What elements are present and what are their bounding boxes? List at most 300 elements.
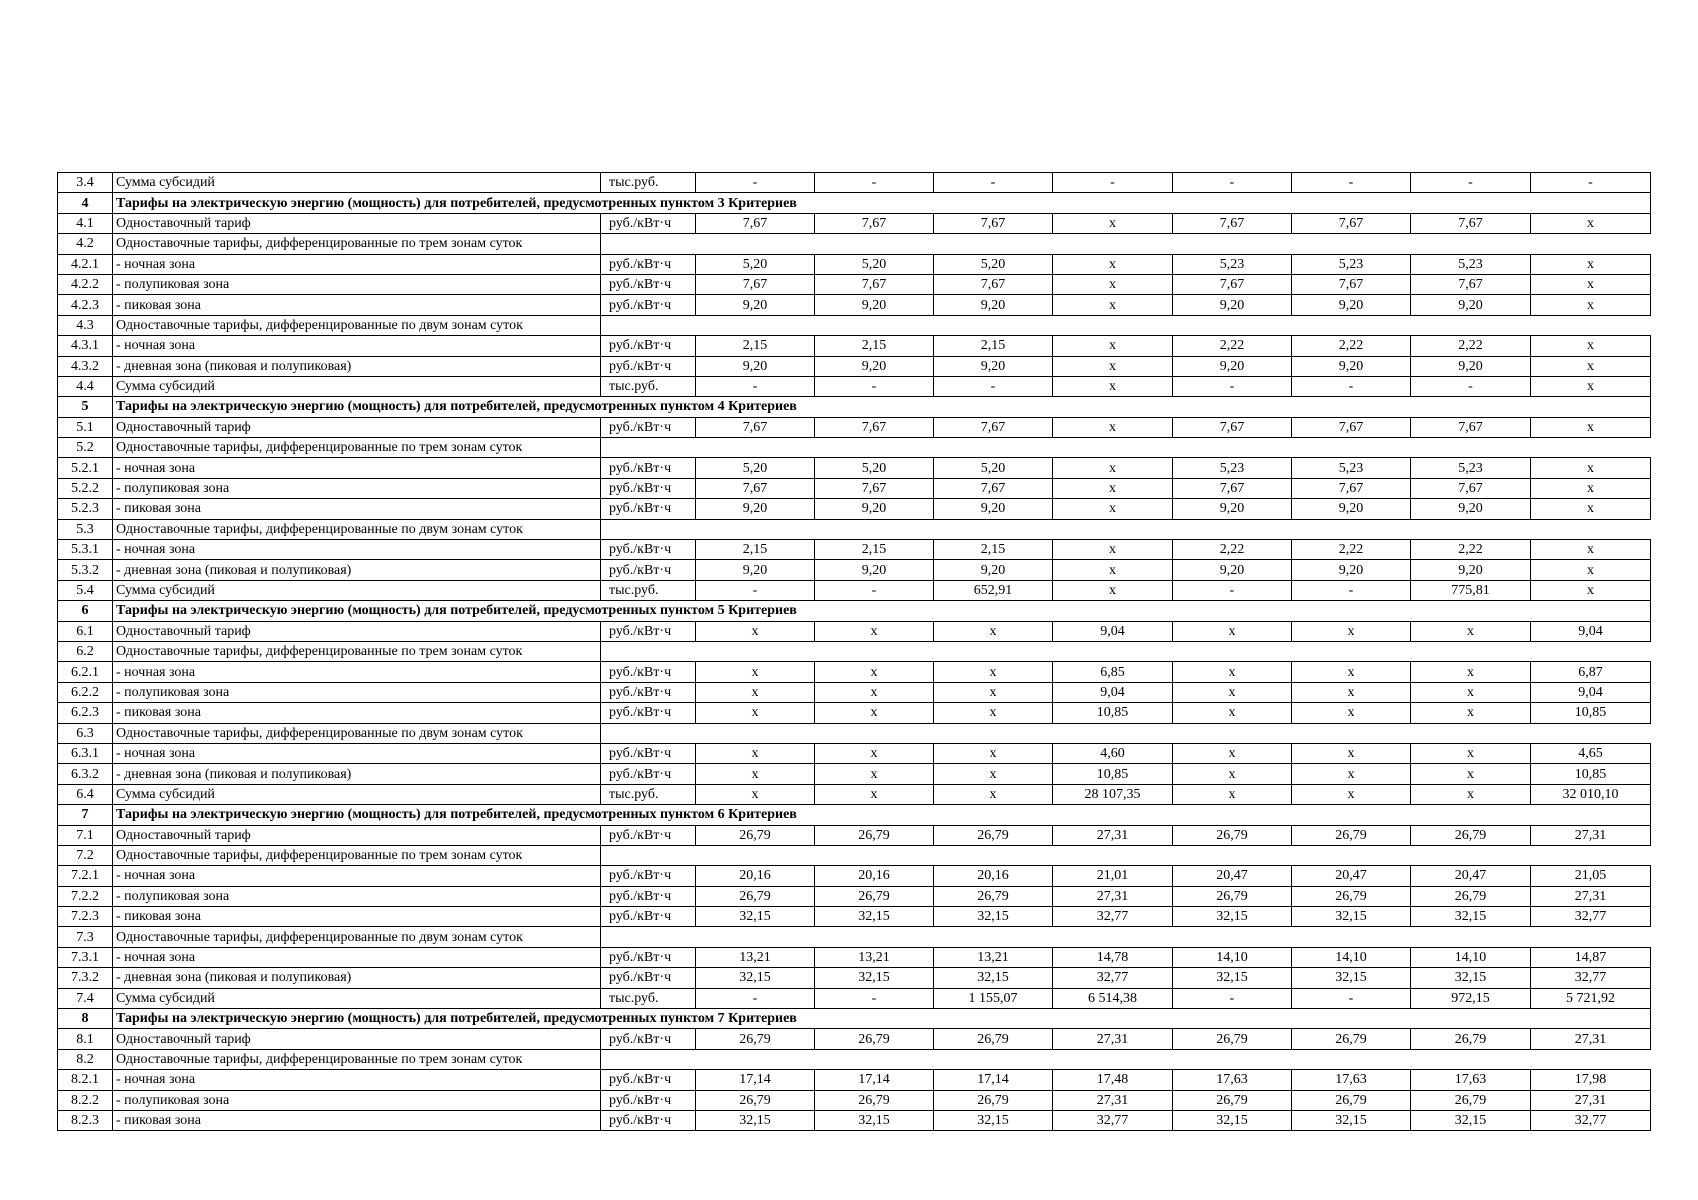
value-cell: х [1531, 213, 1651, 233]
value-cell: - [1292, 580, 1411, 600]
table-row [58, 376, 1651, 396]
value-cell: 9,20 [1411, 295, 1531, 315]
row-unit: руб./кВт·ч [601, 662, 696, 682]
value-cell: 32,15 [1411, 907, 1531, 927]
value-cell: 26,79 [815, 886, 934, 906]
row-name: Сумма субсидий [113, 376, 601, 396]
value-cell: х [815, 743, 934, 763]
row-number: 4.2.3 [58, 295, 113, 315]
value-cell: 26,79 [696, 825, 815, 845]
row-unit: руб./кВт·ч [601, 1090, 696, 1110]
table-row [58, 580, 1651, 600]
value-cell: 2,15 [696, 336, 815, 356]
value-cell: 7,67 [1292, 478, 1411, 498]
value-cell: х [1053, 356, 1173, 376]
section-row [58, 805, 1651, 825]
row-number: 7.3.2 [58, 968, 113, 988]
table-row [58, 784, 1651, 804]
value-cell: х [1292, 703, 1411, 723]
value-cell: 26,79 [934, 1029, 1053, 1049]
value-cell: 14,78 [1053, 947, 1173, 967]
row-number: 5.4 [58, 580, 113, 600]
row-unit: тыс.руб. [601, 376, 696, 396]
value-cell: х [815, 703, 934, 723]
value-cell: 27,31 [1531, 1090, 1651, 1110]
value-cell: х [934, 703, 1053, 723]
value-cell: 27,31 [1531, 825, 1651, 845]
value-cell: х [1531, 254, 1651, 274]
value-cell: х [934, 682, 1053, 702]
value-cell: х [1292, 621, 1411, 641]
value-cell: - [1411, 376, 1531, 396]
value-cell: - [696, 988, 815, 1008]
value-cell: х [1292, 662, 1411, 682]
value-cell: 5,20 [696, 254, 815, 274]
row-number: 6.2 [58, 641, 113, 661]
value-cell: 9,20 [1173, 560, 1292, 580]
value-cell: х [696, 743, 815, 763]
table-row [58, 274, 1651, 294]
row-number: 4.4 [58, 376, 113, 396]
value-cell: 17,98 [1531, 1070, 1651, 1090]
value-cell: 775,81 [1411, 580, 1531, 600]
value-cell: х [934, 743, 1053, 763]
value-cell: х [1173, 743, 1292, 763]
value-cell: х [1053, 499, 1173, 519]
section-title: Тарифы на электрическую энергию (мощность) для потребителей, предусмотренных пунктом 7 Критериев [113, 1009, 1651, 1029]
value-cell: х [815, 784, 934, 804]
row-name: - дневная зона (пиковая и полупиковая) [113, 356, 601, 376]
value-cell: 26,79 [1173, 1090, 1292, 1110]
row-number: 5.3.1 [58, 540, 113, 560]
value-cell: х [1531, 499, 1651, 519]
value-cell: 9,20 [1173, 499, 1292, 519]
value-cell: 7,67 [1411, 417, 1531, 437]
value-cell: х [1531, 417, 1651, 437]
value-cell: 32,15 [1173, 968, 1292, 988]
value-cell: 28 107,35 [1053, 784, 1173, 804]
value-cell: 10,85 [1053, 703, 1173, 723]
value-cell: х [696, 703, 815, 723]
value-cell: 6 514,38 [1053, 988, 1173, 1008]
value-cell: 6,85 [1053, 662, 1173, 682]
value-cell: х [1292, 682, 1411, 702]
value-cell: 5,20 [815, 458, 934, 478]
row-unit: руб./кВт·ч [601, 1110, 696, 1130]
value-cell: х [1411, 703, 1531, 723]
empty-cell [601, 315, 1053, 335]
value-cell: 2,15 [815, 336, 934, 356]
value-cell: х [934, 764, 1053, 784]
value-cell: 27,31 [1053, 886, 1173, 906]
row-name: - ночная зона [113, 1070, 601, 1090]
row-unit: руб./кВт·ч [601, 743, 696, 763]
value-cell: 9,04 [1531, 621, 1651, 641]
value-cell: х [1173, 784, 1292, 804]
value-cell: 9,20 [1173, 356, 1292, 376]
row-unit: руб./кВт·ч [601, 947, 696, 967]
row-number: 4.3 [58, 315, 113, 335]
table-row [58, 417, 1651, 437]
value-cell: - [815, 580, 934, 600]
empty-cell [1053, 234, 1651, 254]
value-cell: 26,79 [934, 825, 1053, 845]
row-name: - полупиковая зона [113, 274, 601, 294]
value-cell: х [1053, 540, 1173, 560]
value-cell: 13,21 [696, 947, 815, 967]
value-cell: 7,67 [1292, 417, 1411, 437]
empty-cell [601, 1049, 1053, 1069]
section-title: Тарифы на электрическую энергию (мощность) для потребителей, предусмотренных пунктом 3 Критериев [113, 193, 1651, 213]
value-cell: 17,48 [1053, 1070, 1173, 1090]
value-cell: х [1292, 784, 1411, 804]
row-unit: руб./кВт·ч [601, 1070, 696, 1090]
row-number: 4.2 [58, 234, 113, 254]
table-row [58, 764, 1651, 784]
value-cell: 26,79 [815, 1090, 934, 1110]
table-row [58, 621, 1651, 641]
value-cell: 32,15 [815, 907, 934, 927]
value-cell: х [1531, 580, 1651, 600]
value-cell: 9,20 [934, 295, 1053, 315]
empty-cell [1053, 519, 1651, 539]
value-cell: 32,15 [696, 1110, 815, 1130]
row-number: 6.1 [58, 621, 113, 641]
row-name: - ночная зона [113, 743, 601, 763]
value-cell: 26,79 [1411, 1029, 1531, 1049]
value-cell: 2,22 [1173, 336, 1292, 356]
row-name: - полупиковая зона [113, 682, 601, 702]
subgroup-row [58, 315, 1651, 335]
row-number: 7 [58, 805, 113, 825]
table-row [58, 560, 1651, 580]
empty-cell [601, 519, 1053, 539]
value-cell: 9,20 [1292, 295, 1411, 315]
value-cell: х [1053, 376, 1173, 396]
row-number: 7.2.1 [58, 866, 113, 886]
section-row [58, 397, 1651, 417]
value-cell: 9,20 [696, 295, 815, 315]
value-cell: х [1411, 764, 1531, 784]
value-cell: 26,79 [1173, 825, 1292, 845]
value-cell: 26,79 [1292, 886, 1411, 906]
table-row [58, 356, 1651, 376]
row-name: - ночная зона [113, 947, 601, 967]
row-number: 6.2.1 [58, 662, 113, 682]
value-cell: 32,15 [815, 968, 934, 988]
value-cell: х [1292, 743, 1411, 763]
subgroup-row [58, 641, 1651, 661]
value-cell: 9,20 [1411, 560, 1531, 580]
value-cell: х [1053, 478, 1173, 498]
row-number: 6.3 [58, 723, 113, 743]
empty-cell [601, 234, 1053, 254]
value-cell: х [1411, 743, 1531, 763]
row-number: 6.3.2 [58, 764, 113, 784]
value-cell: х [696, 662, 815, 682]
value-cell: 9,20 [1292, 356, 1411, 376]
value-cell: 7,67 [696, 478, 815, 498]
value-cell: 9,20 [1411, 499, 1531, 519]
table-row [58, 499, 1651, 519]
table-row [58, 825, 1651, 845]
row-name: Одноставочные тарифы, дифференцированные по трем зонам суток [113, 845, 601, 865]
value-cell: 14,10 [1411, 947, 1531, 967]
row-unit: руб./кВт·ч [601, 417, 696, 437]
table-row [58, 886, 1651, 906]
value-cell: 32,15 [1292, 1110, 1411, 1130]
row-number: 4.3.1 [58, 336, 113, 356]
row-number: 5.3.2 [58, 560, 113, 580]
row-number: 5 [58, 397, 113, 417]
row-number: 4.3.2 [58, 356, 113, 376]
value-cell: 9,20 [696, 560, 815, 580]
row-number: 7.1 [58, 825, 113, 845]
value-cell: 32,77 [1531, 907, 1651, 927]
tariff-table [57, 172, 1651, 1131]
row-number: 6.4 [58, 784, 113, 804]
value-cell: - [1292, 988, 1411, 1008]
value-cell: 2,22 [1411, 336, 1531, 356]
row-name: Одноставочные тарифы, дифференцированные по двум зонам суток [113, 519, 601, 539]
value-cell: - [1292, 376, 1411, 396]
section-row [58, 193, 1651, 213]
value-cell: 7,67 [815, 213, 934, 233]
value-cell: 26,79 [934, 1090, 1053, 1110]
value-cell: - [1173, 580, 1292, 600]
value-cell: х [1053, 336, 1173, 356]
section-title: Тарифы на электрическую энергию (мощность) для потребителей, предусмотренных пунктом 5 Критериев [113, 601, 1651, 621]
row-name: - дневная зона (пиковая и полупиковая) [113, 764, 601, 784]
empty-cell [601, 641, 1053, 661]
value-cell: 32,15 [1292, 968, 1411, 988]
row-number: 5.2.1 [58, 458, 113, 478]
value-cell: 32,15 [815, 1110, 934, 1130]
row-unit: тыс.руб. [601, 580, 696, 600]
value-cell: 32,15 [1411, 968, 1531, 988]
value-cell: х [1053, 295, 1173, 315]
row-unit: руб./кВт·ч [601, 254, 696, 274]
table-row [58, 1110, 1651, 1130]
row-name: - полупиковая зона [113, 478, 601, 498]
value-cell: 7,67 [815, 478, 934, 498]
value-cell: 32,77 [1053, 1110, 1173, 1130]
value-cell: - [815, 173, 934, 193]
row-name: Одноставочные тарифы, дифференцированные по трем зонам суток [113, 438, 601, 458]
value-cell: 5,20 [934, 458, 1053, 478]
value-cell: 26,79 [696, 1090, 815, 1110]
value-cell: х [815, 764, 934, 784]
row-unit: руб./кВт·ч [601, 274, 696, 294]
value-cell: х [1053, 417, 1173, 437]
value-cell: 20,47 [1292, 866, 1411, 886]
value-cell: х [1531, 458, 1651, 478]
value-cell: х [1411, 784, 1531, 804]
value-cell: 20,47 [1173, 866, 1292, 886]
value-cell: 2,15 [934, 336, 1053, 356]
value-cell: 14,10 [1292, 947, 1411, 967]
value-cell: 20,47 [1411, 866, 1531, 886]
value-cell: 32,15 [696, 907, 815, 927]
empty-cell [1053, 315, 1651, 335]
value-cell: х [696, 764, 815, 784]
value-cell: - [1531, 173, 1651, 193]
row-unit: руб./кВт·ч [601, 478, 696, 498]
value-cell: 26,79 [934, 886, 1053, 906]
value-cell: 32,77 [1053, 907, 1173, 927]
value-cell: - [1173, 376, 1292, 396]
empty-cell [1053, 641, 1651, 661]
row-number: 6.2.3 [58, 703, 113, 723]
row-name: Одноставочные тарифы, дифференцированные по двум зонам суток [113, 927, 601, 947]
table-row [58, 540, 1651, 560]
value-cell: 32,15 [934, 907, 1053, 927]
value-cell: 26,79 [1411, 886, 1531, 906]
value-cell: х [1173, 621, 1292, 641]
value-cell: - [1173, 173, 1292, 193]
value-cell: 2,15 [815, 540, 934, 560]
row-unit: руб./кВт·ч [601, 825, 696, 845]
row-number: 4.2.2 [58, 274, 113, 294]
value-cell: - [1292, 173, 1411, 193]
row-number: 7.2.3 [58, 907, 113, 927]
value-cell: 9,20 [815, 560, 934, 580]
value-cell: 9,20 [815, 499, 934, 519]
row-number: 7.2.2 [58, 886, 113, 906]
row-name: - ночная зона [113, 336, 601, 356]
row-number: 5.2.3 [58, 499, 113, 519]
empty-cell [1053, 845, 1651, 865]
table-row [58, 458, 1651, 478]
empty-cell [601, 438, 1053, 458]
table-row [58, 173, 1651, 193]
value-cell: - [1053, 173, 1173, 193]
value-cell: х [696, 621, 815, 641]
value-cell: 9,20 [1292, 499, 1411, 519]
value-cell: 652,91 [934, 580, 1053, 600]
row-number: 8.2.2 [58, 1090, 113, 1110]
row-unit: руб./кВт·ч [601, 540, 696, 560]
value-cell: 27,31 [1531, 1029, 1651, 1049]
row-unit: тыс.руб. [601, 988, 696, 1008]
value-cell: 5,23 [1173, 458, 1292, 478]
value-cell: 32 010,10 [1531, 784, 1651, 804]
value-cell: 32,15 [1411, 1110, 1531, 1130]
row-name: - ночная зона [113, 254, 601, 274]
row-number: 7.4 [58, 988, 113, 1008]
row-name: Сумма субсидий [113, 173, 601, 193]
table-row [58, 866, 1651, 886]
value-cell: х [1531, 356, 1651, 376]
row-unit: руб./кВт·ч [601, 764, 696, 784]
value-cell: х [1053, 560, 1173, 580]
value-cell: 9,20 [815, 356, 934, 376]
value-cell: 7,67 [1292, 213, 1411, 233]
section-title: Тарифы на электрическую энергию (мощность) для потребителей, предусмотренных пунктом 4 Критериев [113, 397, 1651, 417]
row-unit: руб./кВт·ч [601, 703, 696, 723]
value-cell: 5,23 [1411, 458, 1531, 478]
value-cell: 7,67 [1411, 478, 1531, 498]
table-row [58, 336, 1651, 356]
value-cell: 2,22 [1411, 540, 1531, 560]
value-cell: - [696, 580, 815, 600]
row-number: 7.3 [58, 927, 113, 947]
value-cell: 32,15 [934, 1110, 1053, 1130]
value-cell: 26,79 [1292, 1029, 1411, 1049]
section-row [58, 1009, 1651, 1029]
value-cell: х [1173, 703, 1292, 723]
value-cell: 7,67 [1292, 274, 1411, 294]
value-cell: х [1173, 764, 1292, 784]
row-unit: руб./кВт·ч [601, 1029, 696, 1049]
value-cell: 7,67 [934, 417, 1053, 437]
row-name: - ночная зона [113, 540, 601, 560]
row-unit: руб./кВт·ч [601, 356, 696, 376]
row-unit: руб./кВт·ч [601, 682, 696, 702]
row-unit: руб./кВт·ч [601, 499, 696, 519]
value-cell: 10,85 [1531, 764, 1651, 784]
value-cell: х [1053, 274, 1173, 294]
row-name: - полупиковая зона [113, 886, 601, 906]
row-number: 5.3 [58, 519, 113, 539]
table-row [58, 1029, 1651, 1049]
value-cell: 7,67 [934, 478, 1053, 498]
value-cell: 9,20 [1411, 356, 1531, 376]
row-number: 8.1 [58, 1029, 113, 1049]
value-cell: х [815, 682, 934, 702]
value-cell: 27,31 [1053, 1090, 1173, 1110]
value-cell: 5,20 [815, 254, 934, 274]
empty-cell [1053, 438, 1651, 458]
value-cell: 7,67 [1173, 478, 1292, 498]
row-number: 6 [58, 601, 113, 621]
value-cell: 26,79 [1411, 825, 1531, 845]
value-cell: х [1531, 295, 1651, 315]
value-cell: 27,31 [1531, 886, 1651, 906]
table-row [58, 478, 1651, 498]
value-cell: 7,67 [1173, 417, 1292, 437]
value-cell: 26,79 [1173, 886, 1292, 906]
table-row [58, 907, 1651, 927]
value-cell: х [934, 621, 1053, 641]
row-number: 6.2.2 [58, 682, 113, 702]
row-number: 4.2.1 [58, 254, 113, 274]
value-cell: 7,67 [1411, 274, 1531, 294]
value-cell: 26,79 [1292, 825, 1411, 845]
row-name: - пиковая зона [113, 703, 601, 723]
row-unit: руб./кВт·ч [601, 560, 696, 580]
value-cell: 14,87 [1531, 947, 1651, 967]
value-cell: 17,63 [1292, 1070, 1411, 1090]
value-cell: 7,67 [815, 274, 934, 294]
row-unit: руб./кВт·ч [601, 213, 696, 233]
value-cell: х [1531, 540, 1651, 560]
value-cell: 2,22 [1292, 336, 1411, 356]
value-cell: 20,16 [934, 866, 1053, 886]
value-cell: х [1173, 662, 1292, 682]
row-number: 6.3.1 [58, 743, 113, 763]
value-cell: 7,67 [934, 213, 1053, 233]
table-row [58, 968, 1651, 988]
value-cell: 26,79 [815, 1029, 934, 1049]
value-cell: х [1531, 478, 1651, 498]
value-cell: х [815, 662, 934, 682]
value-cell: - [1173, 988, 1292, 1008]
table-row [58, 1090, 1651, 1110]
subgroup-row [58, 723, 1651, 743]
row-name: Сумма субсидий [113, 580, 601, 600]
value-cell: - [696, 376, 815, 396]
